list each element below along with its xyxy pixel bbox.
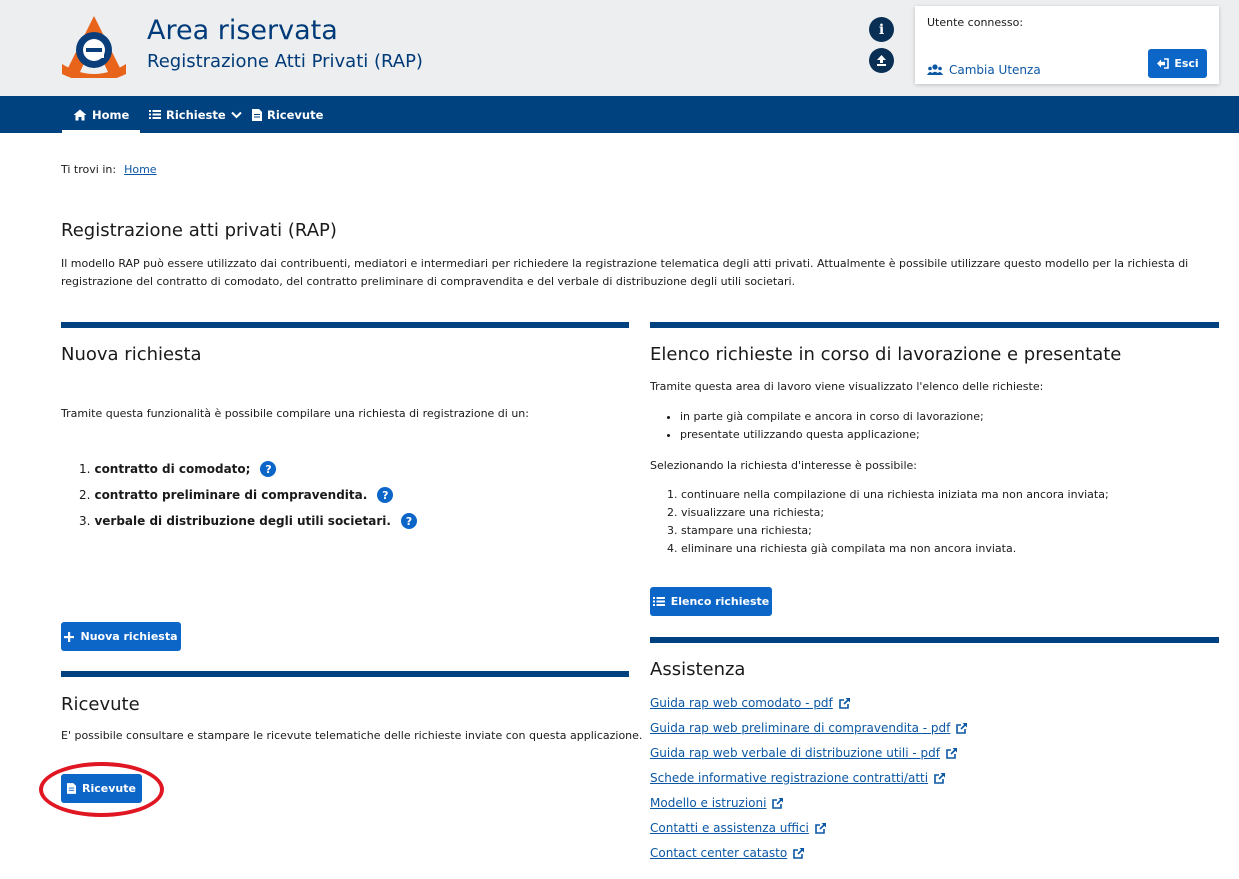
section-divider — [61, 322, 629, 328]
elenco-steps-list — [650, 486, 1109, 558]
external-link-icon — [793, 847, 805, 859]
section-divider — [61, 671, 629, 677]
section-divider — [650, 322, 1219, 328]
list-item: 3. stampare una richiesta; — [667, 524, 812, 537]
elenco-richieste-button[interactable] — [650, 587, 772, 616]
assistenza-link[interactable] — [650, 690, 968, 715]
elenco-description: Tramite questa area di lavoro viene visualizzato l'elenco delle richieste: — [650, 380, 1044, 393]
list-item: 2. visualizzare una richiesta; — [667, 506, 825, 519]
link-label: Schede informative registrazione contratti/atti — [650, 770, 929, 785]
list-item: • presentate utilizzando questa applicazione; — [680, 426, 984, 444]
assistenza-links — [650, 690, 968, 865]
main-nav — [0, 96, 1239, 133]
logout-button[interactable] — [1148, 49, 1207, 78]
link-label: Contatti e assistenza uffici — [650, 820, 809, 835]
agenzia-logo[interactable] — [60, 14, 128, 78]
plus-icon — [64, 632, 74, 642]
breadcrumb-prefix: Ti trovi in: — [61, 163, 117, 176]
switch-user-link[interactable] — [927, 63, 1041, 77]
nav-item-home[interactable] — [62, 96, 140, 133]
list-item: 4. eliminare una richiesta già compilata ma non ancora inviata. — [667, 542, 1017, 555]
list-item-number: 2. — [79, 488, 91, 502]
assistenza-link[interactable] — [650, 815, 968, 840]
ricevute-description: E' possibile consultare e stampare le ricevute telematiche delle richieste inviate con questa applicazione. — [61, 729, 643, 742]
assistenza-link[interactable] — [650, 790, 968, 815]
list-item-label: contratto preliminare di compravendita. — [94, 488, 368, 502]
logout-icon — [1156, 58, 1169, 69]
external-link-icon — [946, 747, 958, 759]
nav-item-label: Richieste — [166, 107, 226, 122]
nuova-richiesta-title: Nuova richiesta — [61, 344, 202, 365]
list-item-label: contratto di comodato; — [94, 462, 251, 476]
list-item-number: 3. — [79, 514, 91, 528]
assistenza-link[interactable] — [650, 740, 968, 765]
users-icon — [927, 64, 943, 76]
page-intro: Il modello RAP può essere utilizzato dai contribuenti, mediatori e intermediari per richiedere la registrazione telematica degli atti privati. Attualmente è possibile utilizzare questo modello per la richiesta di registrazione del contratto di comodato, del contratto preliminare di compravendita e del verbale di distribuzione degli utili societari. — [61, 257, 1189, 288]
nav-item-label: Ricevute — [267, 107, 324, 122]
list-item — [79, 508, 417, 534]
nuova-richiesta-description: Tramite questa funzionalità è possibile compilare una richiesta di registrazione di un: — [61, 407, 529, 420]
link-label: Guida rap web preliminare di compravendita - pdf — [650, 720, 951, 735]
list-icon — [149, 109, 161, 120]
breadcrumb-home-link[interactable]: Home — [124, 163, 157, 176]
external-link-icon — [934, 772, 946, 784]
nav-item-ricevute[interactable] — [252, 96, 323, 133]
list-item — [79, 482, 417, 508]
list-item: 1. continuare nella compilazione di una richiesta iniziata ma non ancora inviata; — [667, 488, 1109, 501]
header — [0, 0, 1239, 96]
list-item-label: verbale di distribuzione degli utili societari. — [94, 514, 391, 528]
elenco-title: Elenco richieste in corso di lavorazione e presentate — [650, 344, 1122, 365]
list-icon — [653, 596, 665, 607]
list-item: • in parte già compilate e ancora in corso di lavorazione; — [680, 408, 984, 426]
external-link-icon — [839, 697, 851, 709]
link-label: Contact center catasto — [650, 845, 788, 860]
nuova-richiesta-button[interactable] — [61, 622, 181, 651]
nav-item-richieste[interactable] — [149, 96, 242, 133]
page-title: Registrazione atti privati (RAP) — [61, 220, 337, 241]
home-icon — [73, 109, 87, 121]
elenco-bullet-list — [650, 408, 984, 444]
button-label: Ricevute — [82, 782, 136, 795]
external-link-icon — [956, 722, 968, 734]
app-subtitle: Registrazione Atti Privati (RAP) — [147, 51, 423, 72]
logout-label: Esci — [1174, 57, 1199, 70]
button-label: Nuova richiesta — [80, 630, 178, 643]
info-icon[interactable]: i — [869, 17, 894, 42]
ricevute-title: Ricevute — [61, 694, 140, 715]
link-label: Modello e istruzioni — [650, 795, 767, 810]
nav-item-label: Home — [92, 107, 130, 122]
help-icon[interactable]: ? — [401, 513, 417, 529]
list-item-number: 1. — [79, 462, 91, 476]
assistenza-link[interactable] — [650, 765, 968, 790]
chevron-down-icon — [231, 111, 242, 119]
assistenza-link[interactable] — [650, 840, 968, 865]
button-label: Elenco richieste — [670, 595, 770, 608]
help-icon[interactable]: ? — [377, 487, 393, 503]
assistenza-title: Assistenza — [650, 659, 746, 680]
link-label: Guida rap web comodato - pdf — [650, 695, 833, 710]
highlight-annotation — [39, 762, 164, 817]
help-icon[interactable]: ? — [260, 461, 276, 477]
external-link-icon — [772, 797, 784, 809]
section-divider — [650, 637, 1219, 643]
list-item — [79, 456, 417, 482]
contract-type-list — [79, 456, 417, 534]
upload-icon[interactable] — [869, 48, 894, 73]
external-link-icon — [815, 822, 827, 834]
user-connected-label: Utente connesso: — [927, 16, 1024, 29]
switch-user-label: Cambia Utenza — [949, 63, 1041, 77]
breadcrumb — [61, 163, 157, 176]
user-box — [915, 6, 1219, 84]
app-title: Area riservata — [147, 15, 338, 46]
assistenza-link[interactable] — [650, 715, 968, 740]
link-label: Guida rap web verbale di distribuzione utili - pdf — [650, 745, 940, 760]
document-icon — [252, 109, 262, 121]
elenco-description-2: Selezionando la richiesta d'interesse è possibile: — [650, 459, 917, 472]
